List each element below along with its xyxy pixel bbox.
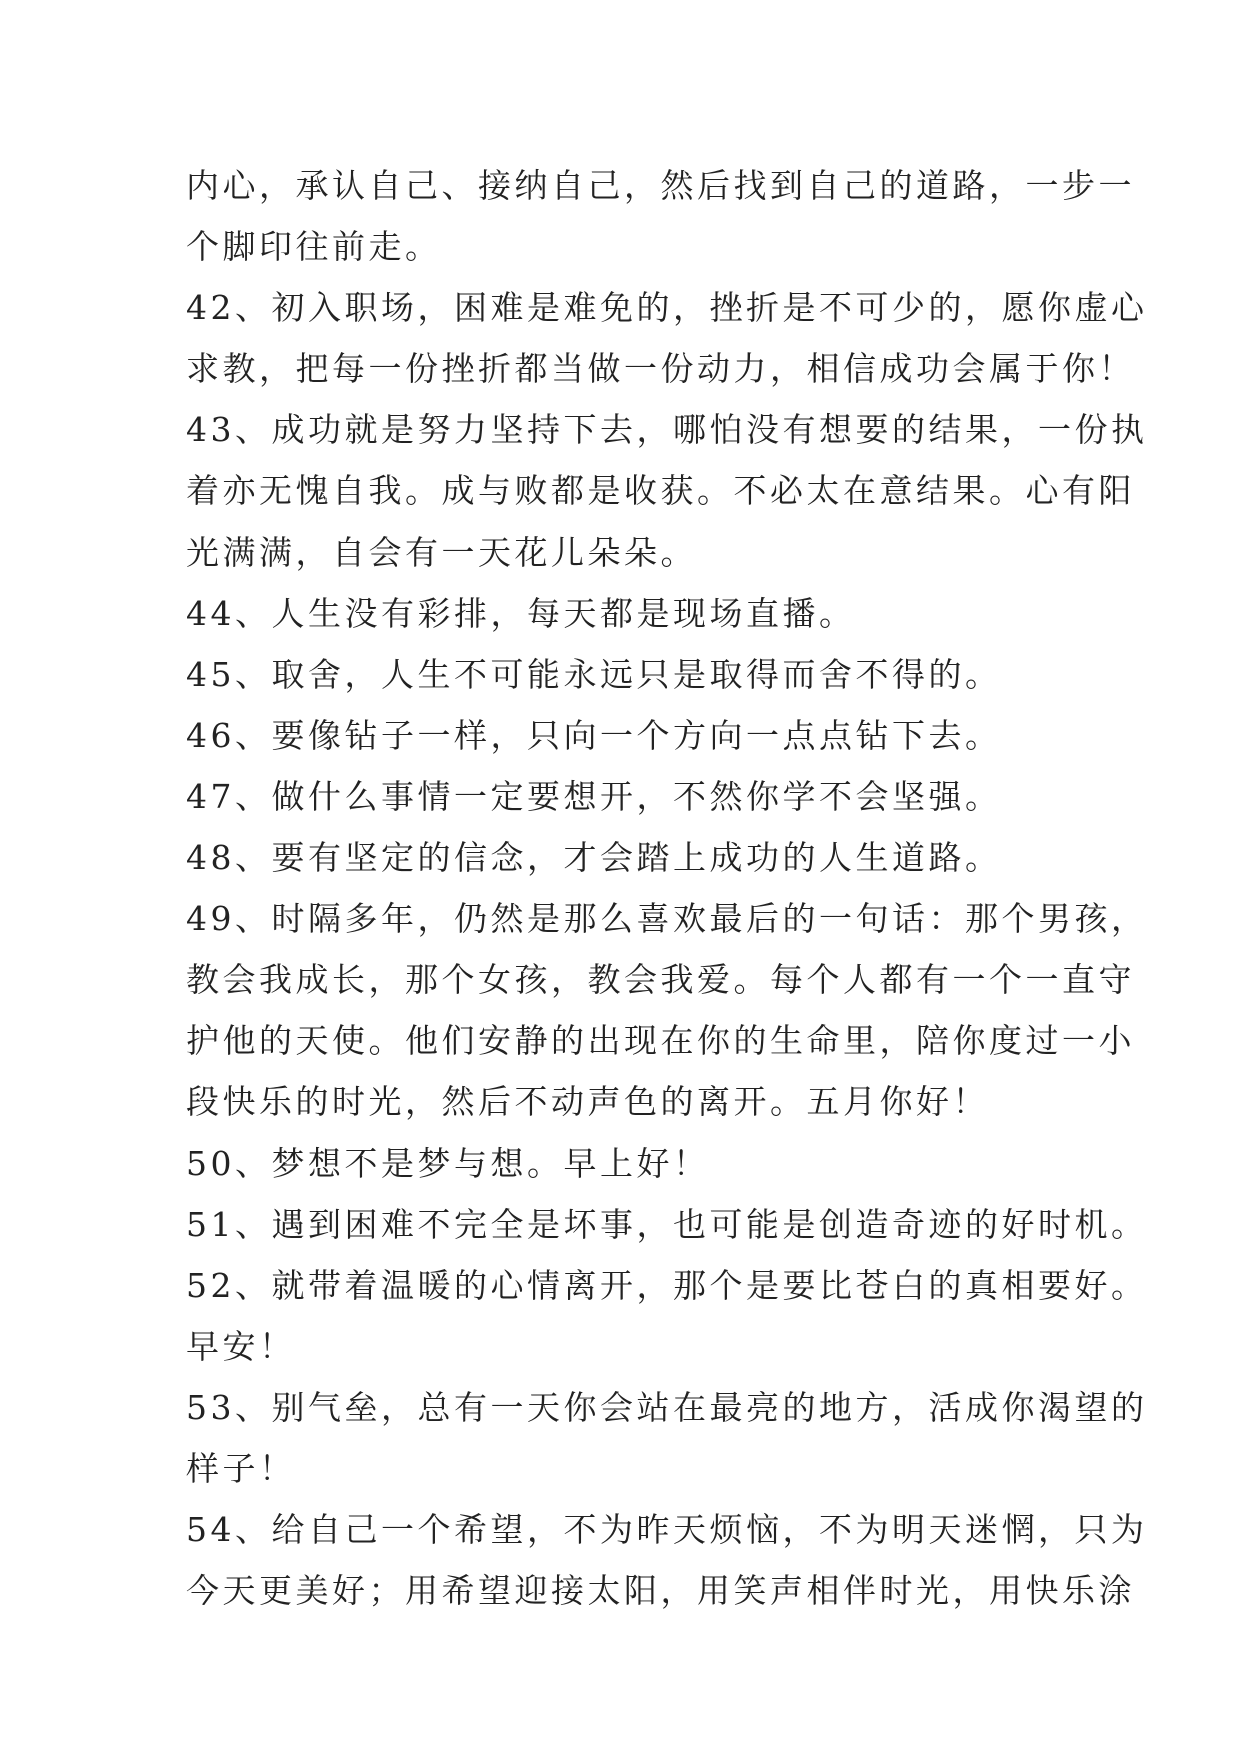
text-line: 着亦无愧自我。成与败都是收获。不必太在意结果。心有阳 <box>186 471 1135 511</box>
text-line: 44、人生没有彩排，每天都是现场直播。 <box>186 593 856 633</box>
text-line: 52、就带着温暖的心情离开，那个是要比苍白的真相要好。 <box>186 1265 1148 1305</box>
text-line: 53、别气垒，总有一天你会站在最亮的地方，活成你渴望的 <box>186 1387 1148 1427</box>
text-line: 48、要有坚定的信念，才会踏上成功的人生道路。 <box>186 838 1002 878</box>
text-line: 护他的天使。他们安静的出现在你的生命里，陪你度过一小 <box>186 1021 1135 1061</box>
text-line: 内心，承认自己、接纳自己，然后找到自己的道路，一步一 <box>186 166 1135 205</box>
text-line: 43、成功就是努力坚持下去，哪怕没有想要的结果，一份执 <box>186 410 1148 450</box>
text-line: 个脚印往前走。 <box>186 227 442 267</box>
text-line: 今天更美好；用希望迎接太阳，用笑声相伴时光，用快乐涂 <box>186 1571 1135 1611</box>
text-line: 49、时隔多年，仍然是那么喜欢最后的一句话：那个男孩， <box>186 899 1148 939</box>
text-line: 样子！ <box>186 1448 296 1488</box>
text-line: 教会我成长，那个女孩，教会我爱。每个人都有一个一直守 <box>186 960 1135 1000</box>
text-line: 50、梦想不是梦与想。早上好！ <box>186 1143 710 1183</box>
text-line: 早安！ <box>186 1326 296 1366</box>
document-body <box>186 155 1148 1621</box>
text-line: 光满满，自会有一天花儿朵朵。 <box>186 532 697 572</box>
text-line: 42、初入职场，困难是难免的，挫折是不可少的，愿你虚心 <box>186 288 1148 328</box>
text-line: 段快乐的时光，然后不动声色的离开。五月你好！ <box>186 1082 989 1122</box>
text-line: 54、给自己一个希望，不为昨天烦恼，不为明天迷惘，只为 <box>186 1510 1148 1550</box>
text-line: 45、取舍，人生不可能永远只是取得而舍不得的。 <box>186 654 1002 694</box>
text-line: 47、做什么事情一定要想开，不然你学不会坚强。 <box>186 776 1002 816</box>
text-line: 51、遇到困难不完全是坏事，也可能是创造奇迹的好时机。 <box>186 1204 1148 1244</box>
text-line: 求教，把每一份挫折都当做一份动力，相信成功会属于你！ <box>186 349 1135 389</box>
text-line: 46、要像钻子一样，只向一个方向一点点钻下去。 <box>186 715 1002 755</box>
